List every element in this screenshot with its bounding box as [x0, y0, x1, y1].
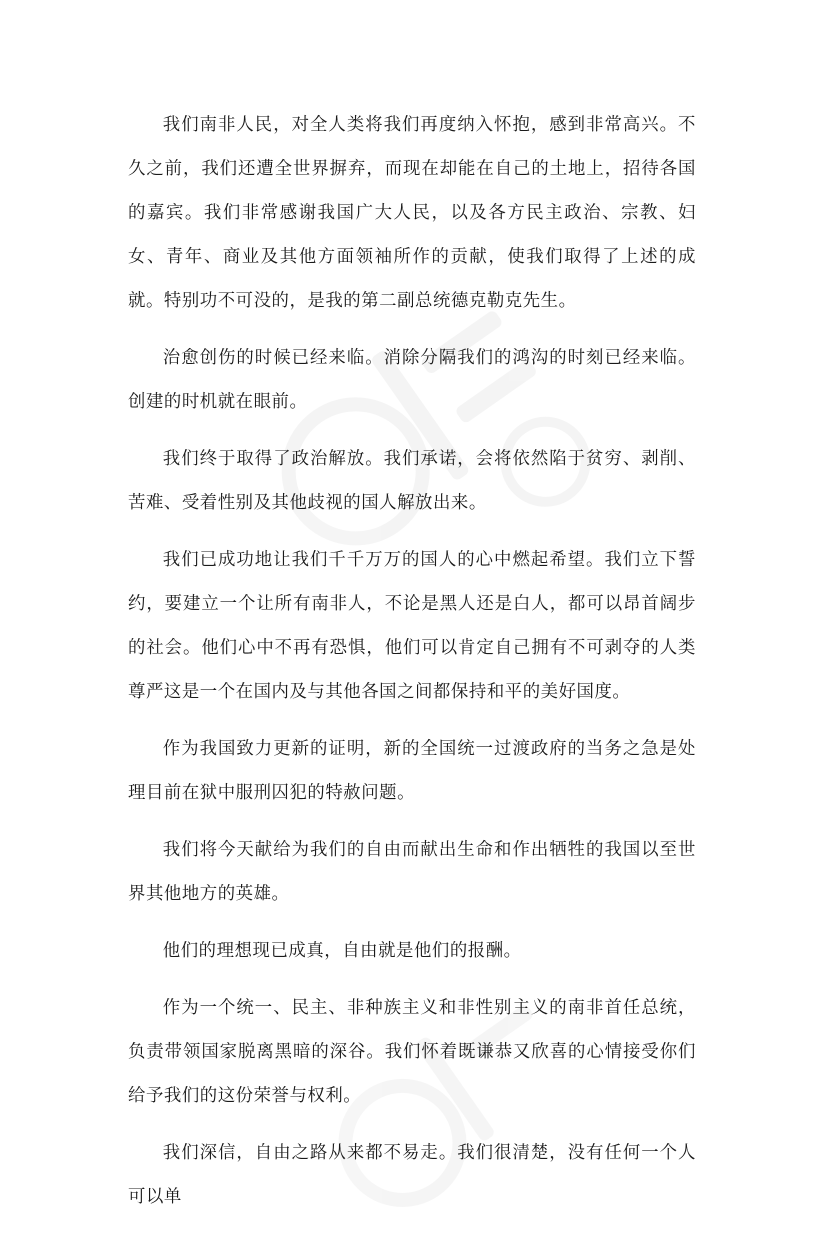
paragraph-5: 作为我国致力更新的证明，新的全国统一过渡政府的当务之急是处理目前在狱中服刑囚犯的特赦问题。 [128, 739, 696, 803]
paragraph-9: 我们深信，自由之路从来都不易走。我们很清楚，没有任何一个人可以单 [128, 1143, 696, 1207]
paragraph-3: 我们终于取得了政治解放。我们承诺，会将依然陷于贫穷、剥削、苦难、受着性别及其他歧视的国人解放出来。 [128, 449, 696, 513]
paragraph-7: 他们的理想现已成真，自由就是他们的报酬。 [162, 941, 522, 961]
document-body [128, 103, 696, 1232]
paragraph-4: 我们已成功地让我们千千万万的国人的心中燃起希望。我们立下誓约，要建立一个让所有南非人，不论是黑人还是白人，都可以昂首阔步的社会。他们心中不再有恐惧，他们可以肯定自己拥有不可剥夺的人类尊严这是一个在国内及与其他各国之间都保持和平的美好国度。 [128, 550, 696, 702]
paragraph-1: 我们南非人民，对全人类将我们再度纳入怀抱，感到非常高兴。不久之前，我们还遭全世界摒弃，而现在却能在自己的土地上，招待各国的嘉宾。我们非常感谢我国广大人民，以及各方民主政治、宗教、妇女、青年、商业及其他方面领袖所作的贡献，使我们取得了上述的成就。特别功不可没的，是我的第二副总统德克勒克先生。 [128, 115, 696, 311]
paragraph-2: 治愈创伤的时候已经来临。消除分隔我们的鸿沟的时刻已经来临。创建的时机就在眼前。 [128, 348, 696, 412]
paragraph-6: 我们将今天献给为我们的自由而献出生命和作出牺牲的我国以至世界其他地方的英雄。 [128, 840, 696, 904]
paragraph-8: 作为一个统一、民主、非种族主义和非性别主义的南非首任总统，负责带领国家脱离黑暗的深谷。我们怀着既谦恭又欣喜的心情接受你们给予我们的这份荣誉与权利。 [128, 998, 696, 1106]
